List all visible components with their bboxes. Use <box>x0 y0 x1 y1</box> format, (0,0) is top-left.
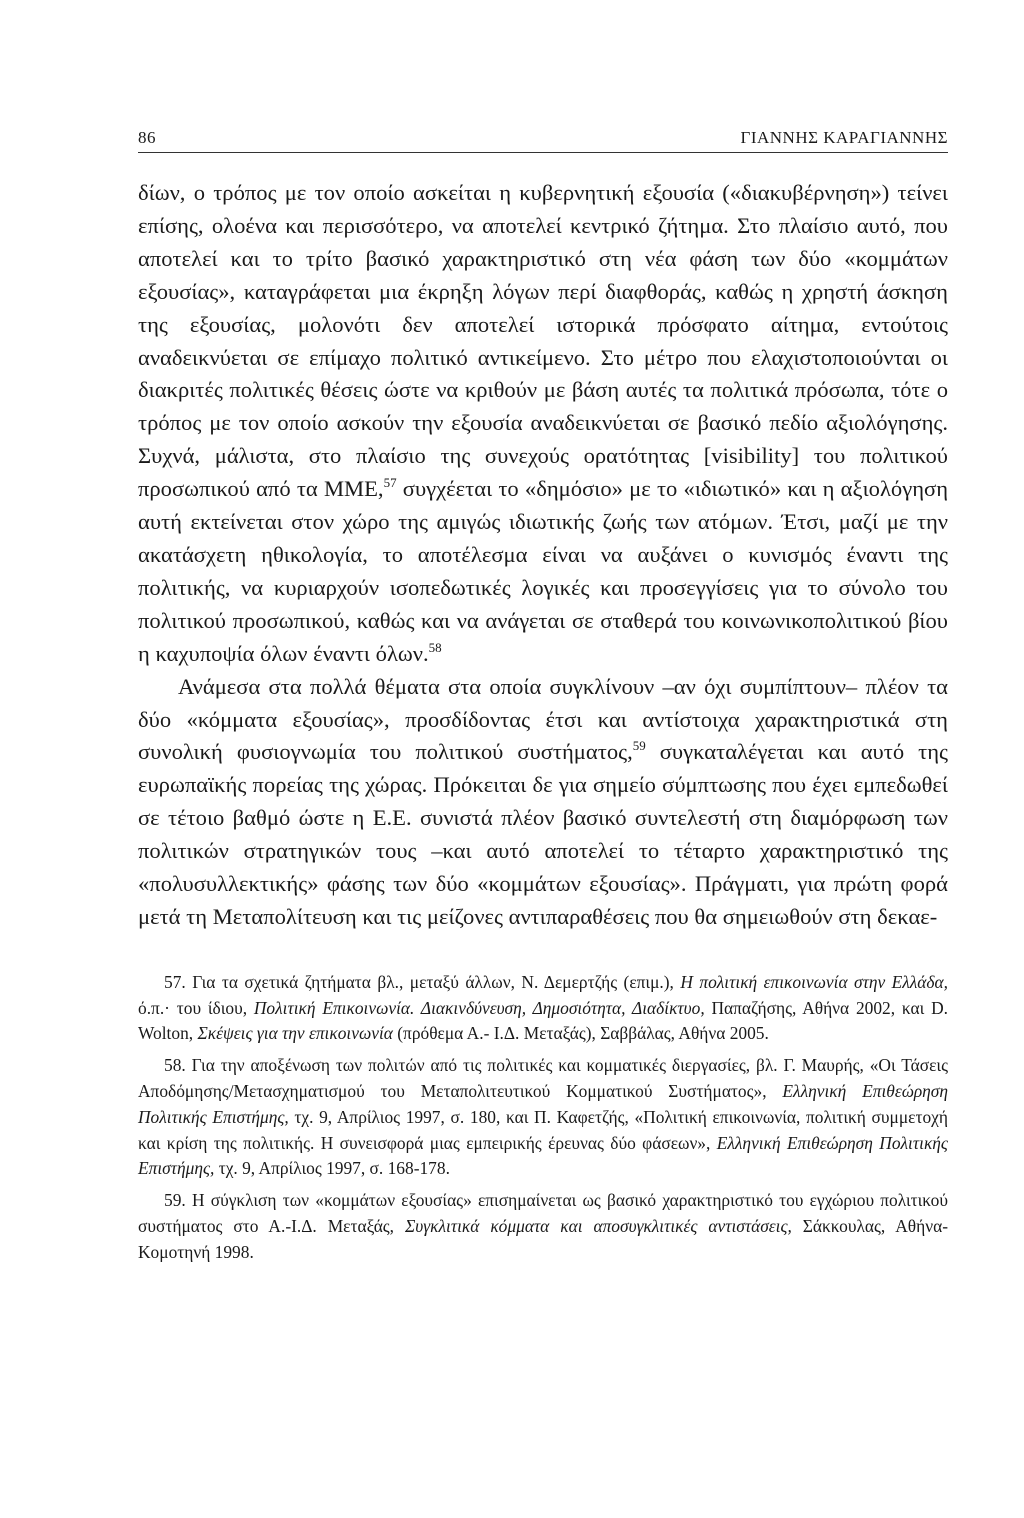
page-number: 86 <box>138 128 156 147</box>
footnote-57-title: Σκέψεις για την επικοινωνία <box>197 1023 393 1044</box>
footnote-57-text: ό.π.· του ίδιου, <box>138 997 254 1018</box>
footnote-ref-57[interactable]: 57 <box>383 475 397 491</box>
footnote-58-text: τχ. 9, Απρίλιος 1997, σ. 180, και Π. Καφετζής, «Πολιτική επικοινωνία, πολιτική συμμετοχή και κρίση της πολιτικής. Η συνεισφορά μιας εμπειρικής έρευνας δύο φάσεων», <box>138 1106 948 1153</box>
footnote-57-title: Πολιτική Επικοινωνία. Διακινδύνευση, Δημοσιότητα, Διαδίκτυο, <box>253 997 705 1018</box>
footnote-58-text: τχ. 9, Απρίλιος 1997, σ. 168-178. <box>214 1158 450 1179</box>
footnote-58-title: Ελληνική Επιθεώρηση Πολιτικής Επιστήμης, <box>138 1132 948 1179</box>
footnote-58-text: 58. Για την αποξένωση των πολιτών από τις πολιτικές και κομματικές διεργασίες, βλ. Γ. Μαυρής, «Οι Τάσεις Αποδόμησης/Μετασχηματισμού του Μεταπολιτευτικού Κομματικού Συστήματος», <box>138 1055 948 1102</box>
footnote-59-title: Συγκλιτικά κόμματα και αποσυγκλιτικές αντιστάσεις, <box>404 1216 792 1237</box>
footnote-ref-59[interactable]: 59 <box>632 738 646 754</box>
paragraph-1-text-a: δίων, ο τρόπος με τον οποίο ασκείται η κυβερνητική εξουσία («διακυβέρνηση») τείνει επίσης, ολοένα και περισσότερο, να αποτελεί κεντρικό ζήτημα. Στο πλαίσιο αυτό, που αποτελεί και το τρίτο βασικό χαρακτηριστικό στη νέα φάση των δύο «κομμάτων εξουσίας», καταγράφεται μια έκρηξη λόγων περί διαφθοράς, καθώς η χρηστή άσκηση της εξουσίας, μολονότι δεν αποτελεί ιστορικά πρόσφατο αίτημα, εντούτοις αναδεικνύεται σε επίμαχο πολιτικό αντικείμενο. Στο μέτρο που ελαχιστοποιούνται οι διακριτές πολιτικές θέσεις ώστε να κριθούν με βάση αυτές τα πολιτικά πρόσωπα, τότε ο τρόπος με τον οποίο ασκούν την εξουσία αναδεικνύεται σε βασικό πεδίο αξιολόγησης. Συχνά, μάλιστα, στο πλαίσιο της συνεχούς ορατότητας [visibility] του πολιτικού προσωπικού από τα ΜΜΕ, <box>138 180 948 502</box>
footnote-57-text: 57. Για τα σχετικά ζητήματα βλ., μεταξύ άλλων, Ν. Δεμερτζής (επιμ.), <box>164 971 681 992</box>
main-text <box>138 177 948 934</box>
footnote-57 <box>138 970 948 1047</box>
paragraph-2-text-b: συγκαταλέγεται και αυτό της ευρωπαϊκής πορείας της χώρας. Πρόκειται δε για σημείο σύμπτωσης που έχει εμπεδωθεί σε τέτοιο βαθμό ώστε η Ε.Ε. συνιστά πλέον βασικό συντελεστή στη διαμόρφωση των πολιτικών στρατηγικών τους –και αυτό αποτελεί το τέταρτο χαρακτηριστικό της «πολυσυλλεκτικής» φάσης των δύο «κομμάτων εξουσίας». Πράγματι, για πρώτη φορά μετά τη Μεταπολίτευση και τις μείζονες αντιπαραθέσεις που θα σημειωθούν στη δεκαε- <box>138 739 948 929</box>
paragraph-2 <box>138 671 948 934</box>
paragraph-2-text-a: Ανάμεσα στα πολλά θέματα στα οποία συγκλίνουν –αν όχι συμπίπτουν– πλέον τα δύο «κόμματα εξουσίας», προσδίδοντας έτσι και αντίστοιχα χαρακτηριστικά στη συνολική φυσιογνωμία του πολιτικού συστήματος, <box>138 673 948 765</box>
running-head <box>138 128 948 153</box>
footnotes <box>138 970 948 1266</box>
paragraph-1-text-b: συγχέεται το «δημόσιο» με το «ιδιωτικό» και η αξιολόγηση αυτή εκτείνεται στον χώρο της αμιγώς ιδιωτικής ζωής των ατόμων. Έτσι, μαζί με την ακατάσχετη ηθικολογία, το αποτέλεσμα είναι να αυξάνει ο κυνισμός έναντι της πολιτικής, να κυριαρχούν ισοπεδωτικές λογικές και προσεγγίσεις για το σύνολο του πολιτικού προσωπικού, καθώς και να ανάγεται σε σταθερά του κοινωνικοπολιτικού βίου η καχυποψία όλων έναντι όλων. <box>138 476 949 666</box>
footnote-58-title: Ελληνική Επιθεώρηση Πολιτικής Επιστήμης, <box>138 1081 949 1127</box>
footnote-ref-58[interactable]: 58 <box>428 639 442 655</box>
footnote-59 <box>138 1188 948 1265</box>
author-name: ΓΙΑΝΝΗΣ ΚΑΡΑΓΙΑΝΝΗΣ <box>740 128 948 147</box>
paragraph-1 <box>138 177 948 671</box>
book-page <box>138 128 948 1272</box>
footnote-57-text: (πρόθεμα Α.- Ι.Δ. Μεταξάς), Σαββάλας, Αθήνα 2005. <box>392 1023 769 1044</box>
footnote-57-text: Παπαζήσης, Αθήνα 2002, και D. Wolton, <box>138 997 948 1044</box>
footnote-59-text: 59. Η σύγκλιση των «κομμάτων εξουσίας» επισημαίνεται ως βασικό χαρακτηριστικό του εγχώριου πολιτικού συστήματος στο Α.-Ι.Δ. Μεταξάς, <box>138 1190 948 1237</box>
footnote-59-text: Σάκκουλας, Αθήνα-Κομοτηνή 1998. <box>138 1216 948 1262</box>
footnote-57-title: Η πολιτική επικοινωνία στην Ελλάδα, <box>680 971 948 992</box>
footnote-58 <box>138 1053 948 1182</box>
